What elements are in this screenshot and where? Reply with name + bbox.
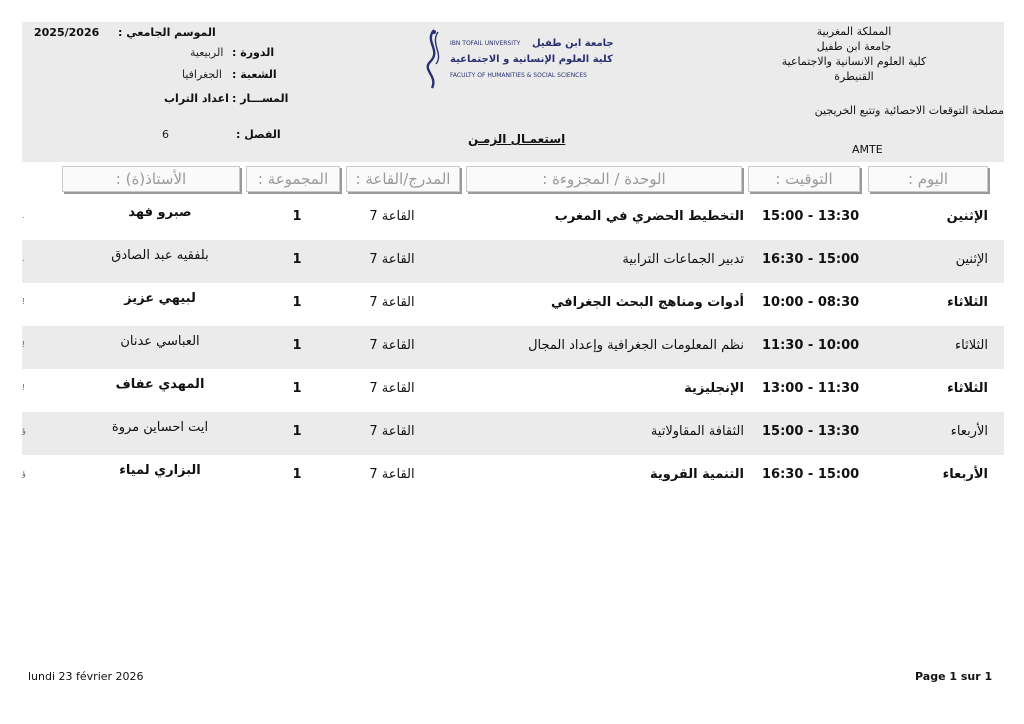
header-day: اليوم : bbox=[868, 166, 988, 192]
row-time: 15:00 - 13:30 bbox=[762, 209, 860, 224]
row-edge-mark: ؤ bbox=[22, 426, 26, 435]
row-teacher: البزاري لمياء bbox=[119, 463, 201, 478]
header-module: الوحدة / المجزوءة : bbox=[466, 166, 742, 192]
row-group: 1 bbox=[292, 338, 302, 353]
header-time: التوقيت : bbox=[748, 166, 860, 192]
faculty-text: كلية العلوم الانسانية والاجتماعية bbox=[781, 55, 927, 68]
row-module: نظم المعلومات الجغرافية وإعداد المجال bbox=[528, 338, 744, 353]
table-row bbox=[22, 240, 1004, 283]
university-logo bbox=[420, 28, 614, 92]
table-row bbox=[22, 412, 1004, 455]
row-group: 1 bbox=[292, 467, 302, 482]
row-group: 1 bbox=[292, 424, 302, 439]
row-day: الإثنين bbox=[955, 252, 988, 267]
header-teacher: الأستاذ(ة) : bbox=[62, 166, 240, 192]
season-label: الموسم الجامعي : bbox=[118, 26, 216, 39]
row-teacher: بلفقيه عبد الصادق bbox=[111, 248, 209, 263]
session-value: الربيعية bbox=[190, 46, 224, 59]
page-title: استعمـال الزمـن bbox=[468, 132, 566, 146]
row-group: 1 bbox=[292, 209, 302, 224]
table-row bbox=[22, 326, 1004, 369]
row-day: الثلاثاء bbox=[947, 295, 988, 310]
kingdom-text: المملكة المغربية bbox=[816, 25, 892, 38]
footer-page: Page 1 sur 1 bbox=[915, 670, 993, 683]
logo-emblem-icon bbox=[420, 28, 446, 90]
header-group: المجموعة : bbox=[246, 166, 340, 192]
row-room: القاعة 7 bbox=[369, 467, 415, 482]
institution-block bbox=[724, 24, 984, 84]
row-teacher: صبرو فهد bbox=[128, 205, 192, 220]
row-edge-mark: ؤ bbox=[22, 469, 26, 478]
row-time: 16:30 - 15:00 bbox=[762, 467, 860, 482]
row-module: التنمية القروية bbox=[649, 467, 744, 482]
header-room: المدرج/القاعة : bbox=[346, 166, 460, 192]
row-day: الثلاثاء bbox=[947, 381, 988, 396]
branch-value: الجغرافيا bbox=[182, 68, 222, 81]
table-row bbox=[22, 197, 1004, 240]
service-text: مصلحة التوقعات الاحصائية وتتبع الخريجين bbox=[814, 104, 1004, 117]
logo-en-university: IBN TOFAIL UNIVERSITY bbox=[450, 40, 521, 47]
row-time: 15:00 - 13:30 bbox=[762, 424, 860, 439]
row-teacher: المهدي عفاف bbox=[115, 377, 205, 392]
university-text: جامعة ابن طفيل bbox=[816, 40, 892, 53]
code-text: AMTE bbox=[852, 143, 883, 156]
logo-ar-faculty: كلية العلوم الإنسانية و الاجتماعية bbox=[450, 54, 613, 65]
row-group: 1 bbox=[292, 381, 302, 396]
row-edge-mark: . bbox=[22, 211, 25, 220]
row-time: 10:00 - 08:30 bbox=[762, 295, 860, 310]
row-module: التخطيط الحضري في المغرب bbox=[554, 209, 744, 224]
row-time: 11:30 - 10:00 bbox=[762, 338, 860, 353]
row-room: القاعة 7 bbox=[369, 424, 415, 439]
row-time: 13:00 - 11:30 bbox=[762, 381, 860, 396]
row-day: الثلاثاء bbox=[955, 338, 988, 353]
row-day: الأربعاء bbox=[950, 424, 988, 439]
row-time: 16:30 - 15:00 bbox=[762, 252, 860, 267]
row-edge-mark: ! bbox=[22, 340, 26, 349]
row-teacher: لبيهي عزيز bbox=[124, 291, 196, 306]
row-module: تدبير الجماعات الترابية bbox=[622, 252, 744, 267]
track-label: المســـار : bbox=[232, 92, 289, 105]
row-module: أدوات ومناهج البحث الجغرافي bbox=[550, 295, 744, 310]
row-group: 1 bbox=[292, 295, 302, 310]
track-value: اعداد التراب bbox=[164, 92, 229, 105]
season-value: 2025/2026 bbox=[34, 26, 100, 39]
row-edge-mark: ! bbox=[22, 297, 26, 306]
row-room: القاعة 7 bbox=[369, 381, 415, 396]
row-module: الإنجليزية bbox=[684, 381, 744, 396]
row-module: الثقافة المقاولاتية bbox=[650, 424, 744, 439]
branch-label: الشعبة : bbox=[232, 68, 277, 81]
table-row bbox=[22, 455, 1004, 498]
row-room: القاعة 7 bbox=[369, 252, 415, 267]
row-day: الأربعاء bbox=[942, 467, 988, 482]
session-label: الدورة : bbox=[232, 46, 275, 59]
city-text: القنيطرة bbox=[834, 70, 874, 83]
row-day: الإثنين bbox=[946, 209, 988, 224]
row-room: القاعة 7 bbox=[369, 295, 415, 310]
row-group: 1 bbox=[292, 252, 302, 267]
table-row bbox=[22, 369, 1004, 412]
logo-ar-university: جامعة ابن طفيل bbox=[532, 38, 614, 49]
row-room: القاعة 7 bbox=[369, 338, 415, 353]
row-teacher: العباسي عدنان bbox=[120, 334, 200, 349]
semester-value: 6 bbox=[162, 128, 169, 141]
footer-date: lundi 23 février 2026 bbox=[28, 670, 144, 683]
table-row bbox=[22, 283, 1004, 326]
row-edge-mark: . bbox=[22, 254, 25, 263]
semester-label: الفصل : bbox=[236, 128, 281, 141]
row-edge-mark: ! bbox=[22, 383, 26, 392]
logo-en-faculty: FACULTY OF HUMANITIES & SOCIAL SCIENCES bbox=[450, 72, 587, 79]
row-teacher: ايت احساين مروة bbox=[111, 420, 209, 435]
row-room: القاعة 7 bbox=[369, 209, 415, 224]
